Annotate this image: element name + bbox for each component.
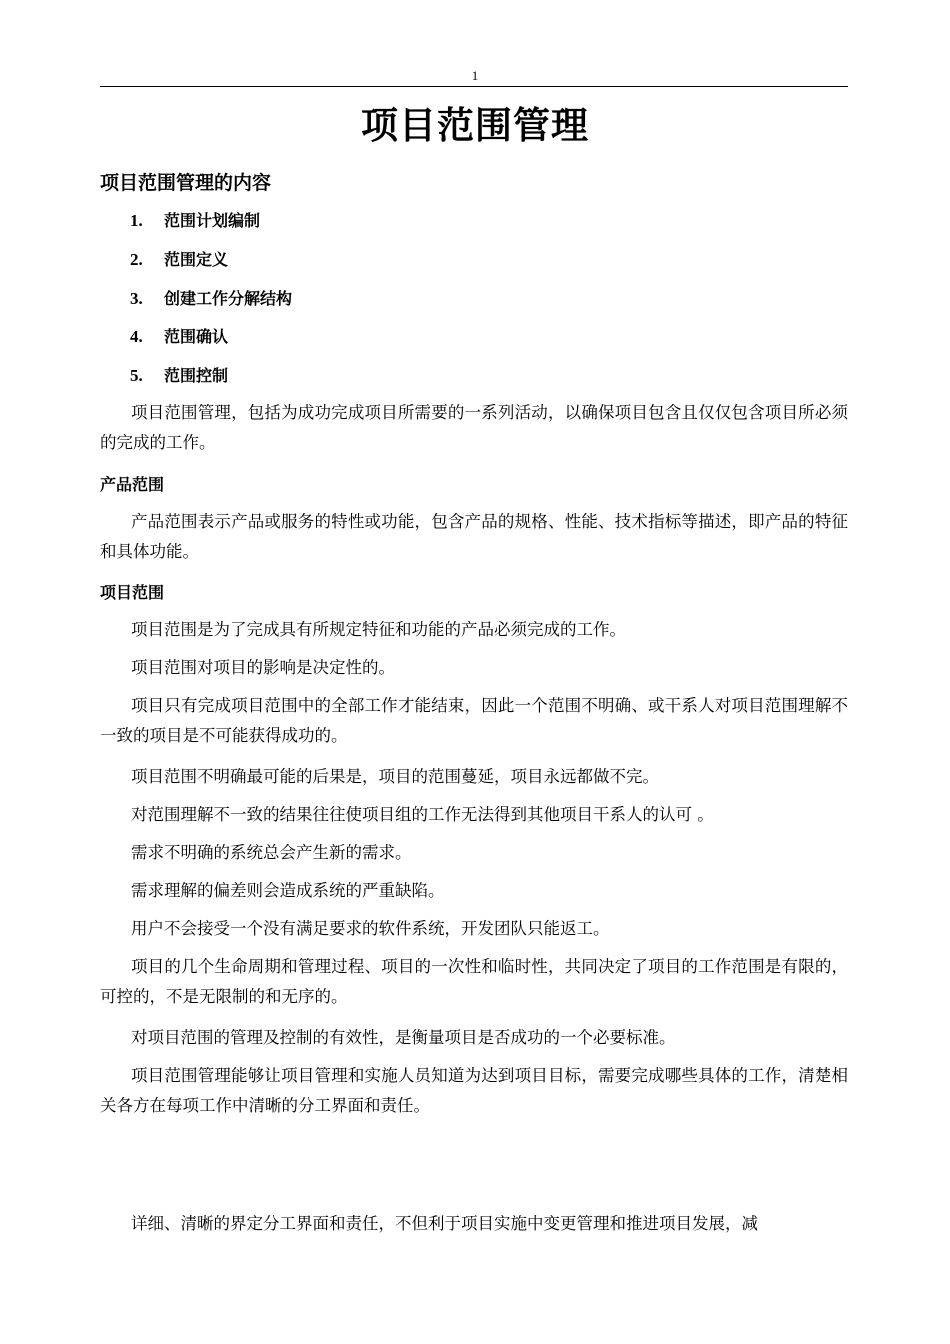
list-item <box>130 364 228 388</box>
section-heading: 项目范围管理的内容 <box>100 172 272 194</box>
list-text: 范围确认 <box>164 327 229 346</box>
paragraph: 对范围理解不一致的结果往往使项目组的工作无法得到其他项目干系人的认可 。 <box>131 805 714 824</box>
paragraph: 项目范围管理能够让项目管理和实施人员知道为达到项目目标，需要完成哪些具体的工作，清楚相关各方在每项工作中清晰的分工界面和责任。 <box>100 1066 848 1115</box>
list-text: 范围控制 <box>164 366 229 385</box>
list-item <box>130 287 292 311</box>
list-number: 1. <box>130 211 143 230</box>
paragraph: 项目范围是为了完成具有所规定特征和功能的产品必须完成的工作。 <box>131 620 626 639</box>
paragraph: 详细、清晰的界定分工界面和责任，不但利于项目实施中变更管理和推进项目发展，减 <box>131 1214 758 1233</box>
page-number: 1 <box>471 68 479 83</box>
paragraph: 项目只有完成项目范围中的全部工作才能结束，因此一个范围不明确、或干系人对项目范围理解不一致的项目是不可能获得成功的。 <box>100 696 848 745</box>
list-number: 2. <box>130 250 143 269</box>
paragraph: 项目范围对项目的影响是决定性的。 <box>131 658 395 677</box>
paragraph: 需求不明确的系统总会产生新的需求。 <box>131 843 412 862</box>
list-item <box>130 209 260 233</box>
list-number: 3. <box>130 289 143 308</box>
list-text: 范围定义 <box>164 250 229 269</box>
list-item <box>130 325 228 349</box>
product-scope-heading: 产品范围 <box>100 475 165 494</box>
paragraph: 项目的几个生命周期和管理过程、项目的一次性和临时性，共同决定了项目的工作范围是有限的，可控的，不是无限制的和无序的。 <box>100 957 848 1006</box>
list-number: 5. <box>130 366 143 385</box>
header-rule <box>100 86 848 87</box>
paragraph: 对项目范围的管理及控制的有效性，是衡量项目是否成功的一个必要标准。 <box>131 1028 676 1047</box>
paragraph: 需求理解的偏差则会造成系统的严重缺陷。 <box>131 881 445 900</box>
list-text: 范围计划编制 <box>164 211 261 230</box>
intro-paragraph: 项目范围管理，包括为成功完成项目所需要的一系列活动，以确保项目包含且仅仅包含项目所必须的完成的工作。 <box>100 403 848 452</box>
paragraph: 项目范围不明确最可能的后果是，项目的范围蔓延，项目永远都做不完。 <box>131 767 659 786</box>
paragraph: 用户不会接受一个没有满足要求的软件系统，开发团队只能返工。 <box>131 919 610 938</box>
project-scope-heading: 项目范围 <box>100 583 165 602</box>
list-number: 4. <box>130 327 143 346</box>
list-text: 创建工作分解结构 <box>164 289 293 308</box>
product-scope-paragraph: 产品范围表示产品或服务的特性或功能，包含产品的规格、性能、技术指标等描述，即产品的特征和具体功能。 <box>100 512 848 561</box>
document-title: 项目范围管理 <box>361 104 589 147</box>
list-item <box>130 248 228 272</box>
